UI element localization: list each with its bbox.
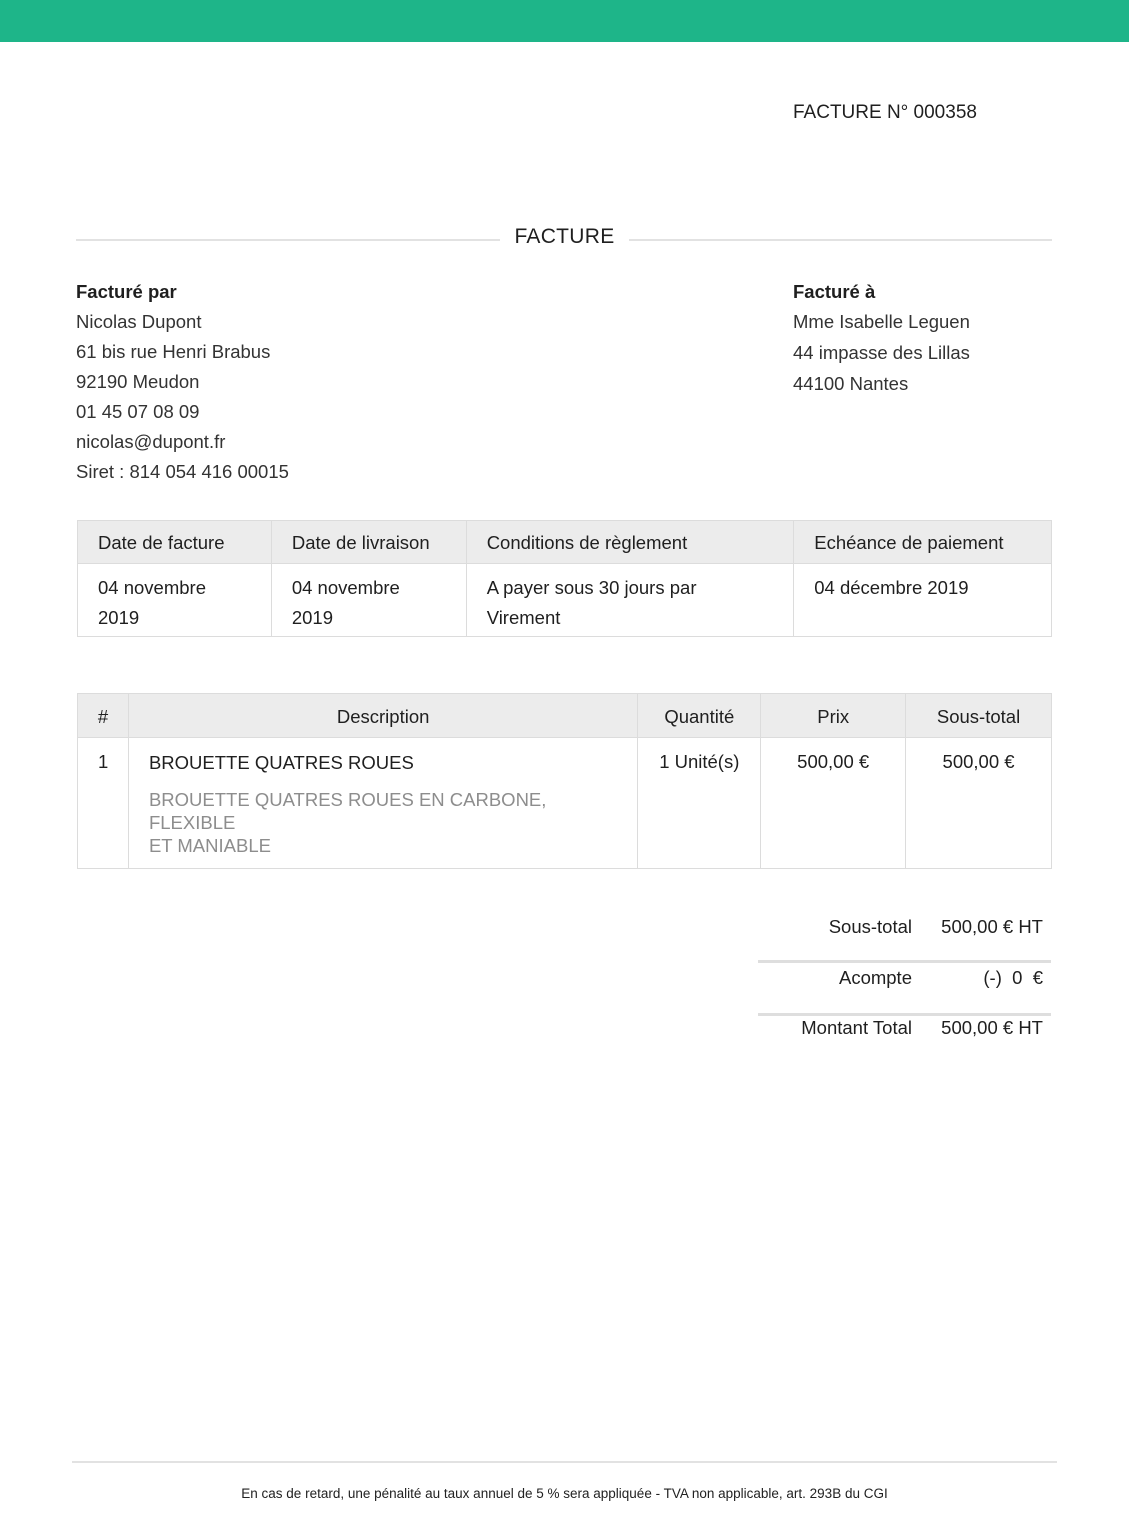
totals-row-subtotal xyxy=(758,910,1051,960)
delivery-date-line-1: 04 novembre xyxy=(291,577,400,598)
header-subtotal: Sous-total xyxy=(906,694,1052,738)
subtotal-label: Sous-total xyxy=(828,916,912,937)
header-price: Prix xyxy=(761,694,906,738)
header-quantity: Quantité xyxy=(638,694,761,738)
invoice-info-table xyxy=(77,520,1052,637)
item-quantity: 1 Unité(s) xyxy=(638,738,761,869)
info-header-row xyxy=(78,521,1052,564)
billed-to-city: 44100 Nantes xyxy=(793,373,909,394)
items-header-row xyxy=(78,694,1052,738)
subtotal-value: 500,00 € HT xyxy=(941,916,1043,937)
header-item-number: # xyxy=(78,694,129,738)
invoice-date-line-2: 2019 xyxy=(98,607,140,628)
billed-to-block xyxy=(793,281,970,404)
title-divider-left xyxy=(76,239,500,241)
delivery-date-cell xyxy=(271,564,466,637)
delivery-date-line-2: 2019 xyxy=(291,607,333,628)
payment-terms-line-2: Virement xyxy=(486,607,561,628)
billed-to-name: Mme Isabelle Leguen xyxy=(793,311,970,332)
header-payment-terms: Conditions de règlement xyxy=(466,521,794,564)
billed-to-street: 44 impasse des Lillas xyxy=(793,342,970,363)
top-accent-bar xyxy=(0,0,1129,42)
title-divider-right xyxy=(629,239,1052,241)
totals-block xyxy=(758,910,1051,1066)
billed-by-siret: Siret : 814 054 416 00015 xyxy=(76,461,289,482)
invoice-date-cell xyxy=(78,564,272,637)
header-delivery-date: Date de livraison xyxy=(271,521,466,564)
total-value: 500,00 € HT xyxy=(941,1017,1043,1038)
document-title: FACTURE xyxy=(514,225,615,248)
header-description: Description xyxy=(128,694,637,738)
item-number: 1 xyxy=(78,738,129,869)
payment-terms-line-1: A payer sous 30 jours par xyxy=(486,577,697,598)
item-price: 500,00 € xyxy=(761,738,906,869)
due-date-value: 04 décembre 2019 xyxy=(814,577,969,598)
item-subtitle xyxy=(149,788,617,857)
totals-row-total xyxy=(758,1016,1051,1066)
items-table xyxy=(77,693,1052,869)
header-invoice-date: Date de facture xyxy=(78,521,272,564)
invoice-number: FACTURE N° 000358 xyxy=(793,102,977,123)
total-label: Montant Total xyxy=(801,1017,912,1038)
deposit-value: (-) 0 € xyxy=(983,967,1043,988)
item-subtitle-line-2: ET MANIABLE xyxy=(148,835,271,856)
billed-by-phone: 01 45 07 08 09 xyxy=(76,401,200,422)
item-description-cell xyxy=(128,738,637,869)
item-title: BROUETTE QUATRES ROUES xyxy=(148,752,414,773)
billed-by-email: nicolas@dupont.fr xyxy=(76,431,226,452)
info-value-row xyxy=(78,564,1052,637)
document-title-block xyxy=(76,225,1052,255)
deposit-label: Acompte xyxy=(838,967,912,988)
item-subtitle-line-1: BROUETTE QUATRES ROUES EN CARBONE, FLEXIBLE xyxy=(148,789,547,833)
footer-legal-notice: En cas de retard, une pénalité au taux annuel de 5 % sera appliquée - TVA non applicable, art. 293B du CGI xyxy=(241,1486,888,1501)
table-row xyxy=(78,738,1052,869)
payment-terms-cell xyxy=(466,564,794,637)
billed-by-heading: Facturé par xyxy=(76,281,177,302)
billed-by-name: Nicolas Dupont xyxy=(76,311,202,332)
totals-row-deposit xyxy=(758,963,1051,1013)
item-subtotal: 500,00 € xyxy=(906,738,1052,869)
invoice-date-line-1: 04 novembre xyxy=(98,577,206,598)
billed-by-street: 61 bis rue Henri Brabus xyxy=(76,341,271,362)
billed-by-city: 92190 Meudon xyxy=(76,371,200,392)
billed-by-block xyxy=(76,281,289,491)
header-due-date: Echéance de paiement xyxy=(794,521,1052,564)
billed-to-heading: Facturé à xyxy=(793,281,876,302)
footer-divider xyxy=(72,1461,1057,1463)
due-date-cell xyxy=(794,564,1052,637)
